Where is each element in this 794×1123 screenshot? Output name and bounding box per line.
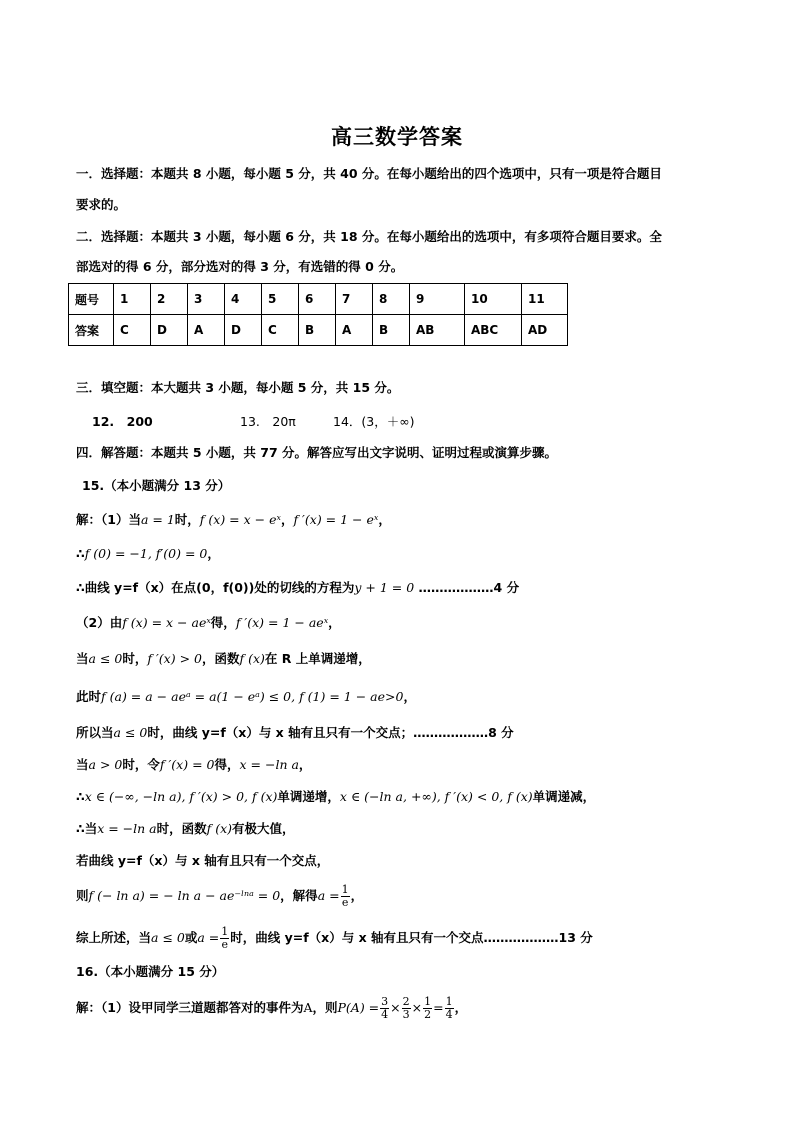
math-expression: x ∈ (−ln a, +∞), f ′(x) < 0, f (x) [339,789,533,804]
table-cell: C [114,315,151,346]
q15-line-12 [76,880,363,912]
text: 当 [76,651,89,666]
table-cell: D [225,315,262,346]
math-expression: f ′(x) = 1 − aeˣ [235,615,329,630]
text: ， [207,546,220,561]
math-expression: f (0) = −1, f′(0) = 0 [84,546,208,561]
fill-answer-14: 14．(3，＋∞) [333,414,415,429]
denominator: e [221,938,229,951]
q15-line-10 [76,820,295,838]
numerator: 2 [402,995,410,1008]
section-2-line-2: 部选对的得 6 分，部分选对的得 3 分，有选错的得 0 分。 [76,259,404,274]
math-expression: y + 1 = 0 [354,580,415,595]
q15-line-1 [76,511,391,529]
q15-line-6 [76,688,416,706]
times-sign: × [390,1000,401,1015]
text: 得， [214,757,240,772]
text: （2）由 [76,615,123,630]
math-expression: a ≤ 0 [88,651,123,666]
text: ， [378,512,391,527]
q15-line-11: 若曲线 y=f（x）与 x 轴有且只有一个交点， [76,853,330,868]
math-expression: a = 1 [140,512,175,527]
text: 时，曲线 y=f（x）与 x 轴有且只有一个交点；………………8 分 [147,725,514,740]
text: ， [280,512,294,527]
text: 时， [174,512,200,527]
numerator: 3 [381,995,389,1008]
text: 有极大值， [232,821,295,836]
fraction [220,926,229,951]
text: 或 [184,930,198,945]
section-1-line-1: 一．选择题：本题共 8 小题，每小题 5 分，共 40 分。在每小题给出的四个选项中，只有一项是符合题目 [76,166,662,181]
text: ， [298,757,312,772]
text: ，函数 [201,651,240,666]
table-cell: 题号 [69,284,114,315]
table-cell: 2 [151,284,188,315]
text: 时，令 [122,757,160,772]
table-cell: 5 [262,284,299,315]
text: ∴ [76,546,85,561]
text: 解：（1）当 [76,512,141,527]
table-cell: D [151,315,188,346]
table-cell: 6 [299,284,336,315]
q15-line-7 [76,724,514,742]
table-cell: 9 [410,284,465,315]
section-4-heading: 四．解答题：本题共 5 小题，共 77 分。解答应写出文字说明、证明过程或演算步骤。 [76,445,558,460]
answer-table-row-answer [69,315,568,346]
text: ，解得 [280,888,318,903]
text: ………………4 分 [414,580,520,595]
q15-line-13 [76,922,593,954]
math-expression: f (a) = a − aeᵃ = a(1 − eᵃ) ≤ 0, f (1) = 1 − ae>0 [101,689,404,704]
table-cell: 8 [373,284,410,315]
text: ∴当 [76,821,98,836]
text: 在 R 上单调递增， [264,651,371,666]
q16-line-1 [76,992,467,1024]
section-2-line-1: 二．选择题：本题共 3 小题，每小题 6 分，共 18 分。在每小题给出的选项中，有多项符合题目要求。全 [76,229,662,244]
table-cell: 4 [225,284,262,315]
q15-line-9 [76,788,595,806]
answer-table-row-number [69,284,568,315]
denominator: 4 [381,1008,389,1021]
math-expression: x = −ln a [97,821,157,836]
math-expression: f (x) [239,651,265,666]
text: ， [328,615,341,630]
fill-answer-13: 13. 20π [240,414,296,429]
text: ， [403,689,416,704]
text: 时，函数 [156,821,207,836]
text: ∴曲线 y=f（x）在点(0，f(0))处的切线的方程为 [76,580,355,595]
fill-answer-12: 12. 200 [92,414,153,429]
math-expression: a = [197,930,220,945]
text: 则 [76,888,89,903]
numerator: 1 [424,995,432,1008]
table-cell: 3 [188,284,225,315]
table-cell: AD [522,315,568,346]
numerator: 1 [341,883,349,896]
answer-table [68,283,568,346]
q15-line-8 [76,756,311,774]
table-cell: B [299,315,336,346]
table-cell: A [188,315,225,346]
text: 此时 [76,689,102,704]
text: ∴ [76,789,85,804]
fraction [380,996,389,1021]
text: 所以当 [76,725,114,740]
numerator: 1 [445,995,453,1008]
math-expression: a ≤ 0 [113,725,148,740]
text: ， [350,888,364,903]
text: 时， [122,651,148,666]
fraction [423,996,432,1021]
table-cell: 10 [465,284,522,315]
denominator: e [341,896,349,909]
q16-heading: 16.（本小题满分 15 分） [76,964,225,979]
text: ， [454,1000,468,1015]
math-expression: a > 0 [88,757,123,772]
text: 得， [210,615,236,630]
math-expression: f ′(x) = 0 [159,757,215,772]
table-cell: ABC [465,315,522,346]
math-expression: f ′(x) > 0 [147,651,202,666]
table-cell: A [336,315,373,346]
table-cell: AB [410,315,465,346]
math-expression: P(A) = [337,1000,380,1015]
fraction [341,884,350,909]
math-expression: x ∈ (−∞, −ln a), f ′(x) > 0, f (x) [84,789,278,804]
text: 单调递增， [277,789,340,804]
math-expression: f ′(x) = 1 − eˣ [293,512,379,527]
text: 单调递减， [532,789,596,804]
q15-heading: 15.（本小题满分 13 分） [82,478,231,493]
table-cell: 答案 [69,315,114,346]
text: 时，曲线 y=f（x）与 x 轴有且只有一个交点………………13 分 [230,930,593,945]
text: ，则 [312,1000,338,1015]
q15-line-3 [76,579,519,597]
math-expression: f (x) = x − aeˣ [122,615,211,630]
q15-line-5 [76,650,371,668]
denominator: 3 [402,1008,410,1021]
text: 当 [76,757,89,772]
q15-line-2 [76,545,220,563]
table-cell: B [373,315,410,346]
table-cell: 1 [114,284,151,315]
numerator: 1 [221,925,229,938]
equals-sign: = [433,1000,444,1015]
fraction [402,996,411,1021]
denominator: 4 [445,1008,453,1021]
text: 解：（1）设甲同学三道题都答对的事件为 [76,1000,304,1015]
fraction [445,996,454,1021]
math-expression: f (− ln a) = − ln a − ae⁻ˡⁿᵃ = 0 [88,888,281,903]
denominator: 2 [424,1008,432,1021]
table-cell: 11 [522,284,568,315]
page-title: 高三数学答案 [331,125,463,149]
section-1-line-2: 要求的。 [76,197,127,212]
event-symbol: A [303,1000,313,1015]
math-expression: f (x) [206,821,233,836]
math-expression: f (x) = x − eˣ [199,512,281,527]
table-cell: C [262,315,299,346]
times-sign: × [411,1000,423,1015]
math-expression: a = [317,888,340,903]
section-3-heading: 三．填空题：本大题共 3 小题，每小题 5 分，共 15 分。 [76,380,400,395]
table-cell: 7 [336,284,373,315]
text: 综上所述，当 [76,930,152,945]
q15-line-4 [76,614,341,632]
math-expression: a ≤ 0 [151,930,185,945]
math-expression: x = −ln a [239,757,299,772]
